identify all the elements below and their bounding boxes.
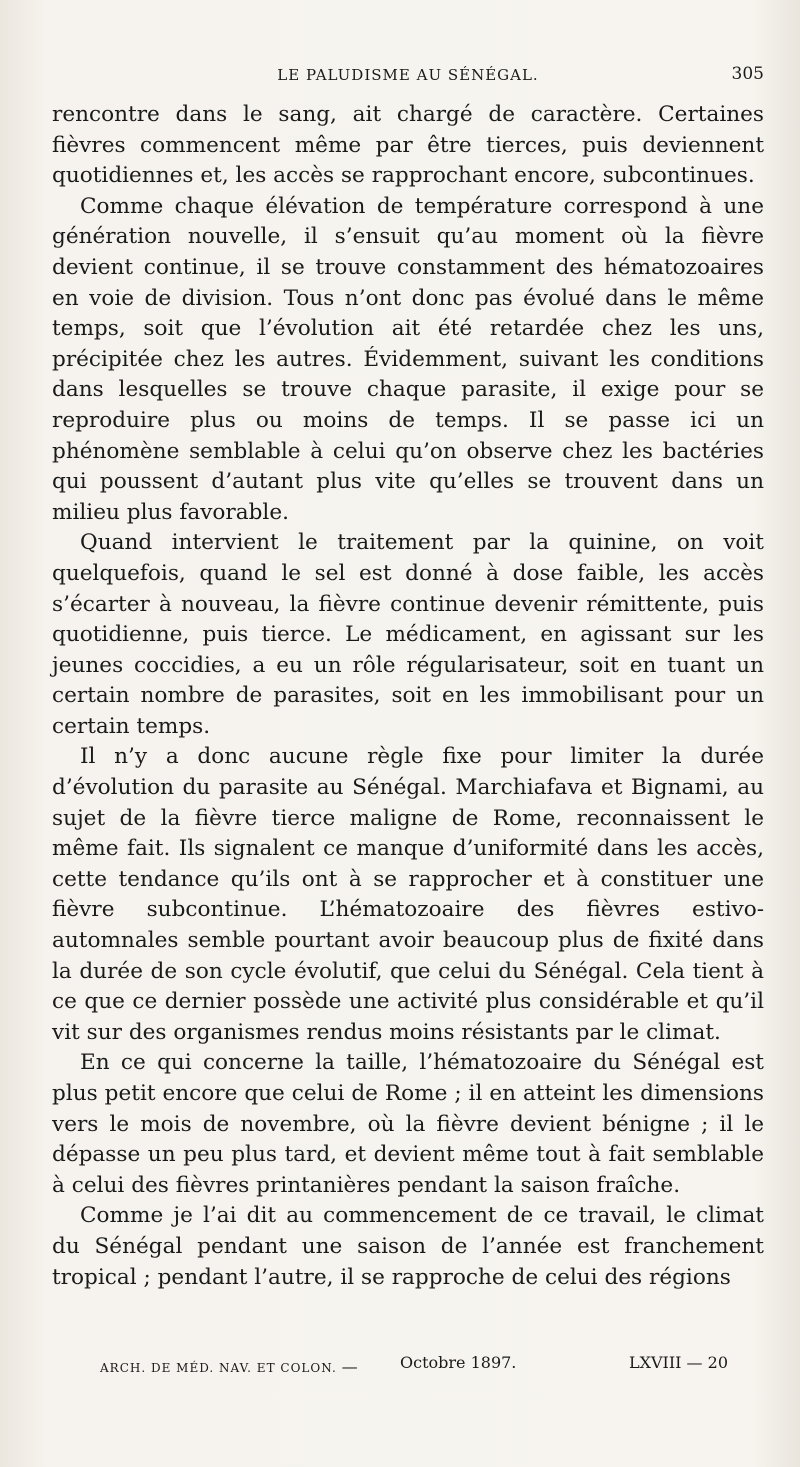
signature-mark: LXVIII — 20	[628, 1353, 728, 1372]
paragraph-4: Il n’y a donc aucune règle fixe pour limiter la durée d’évolution du parasite au Sénégal. Marchiafava et Bignami, au sujet de la fièvre tierce maligne de Rome, reconnaissent le même fait. Ils signalent ce manque d’uniformité dans les accès, cette tendance qu’ils ont à se rapprocher et à constituer une fièvre subcontinue. L’hématozoaire des fièvres estivo-automnales semble pourtant avoir beaucoup plus de fixité dans la durée de son cycle évolutif, que celui du Sénégal. Cela tient à ce que ce dernier possède une activité plus considérable et qu’il vit sur des organismes rendus moins résistants par le climat.	[52, 744, 764, 1045]
page-footer	[100, 1353, 728, 1379]
running-head	[52, 60, 764, 90]
running-title: LE PALUDISME AU SÉNÉGAL.	[277, 66, 539, 84]
paragraph-3: Quand intervient le traitement par la quinine, on voit quelquefois, quand le sel est donné à dose faible, les accès s’écarter à nouveau, la fièvre continue devenir rémittente, puis quotidienne, puis tierce. Le médicament, en agissant sur les jeunes coccidies, a eu un rôle régularisateur, soit en tuant un certain nombre de parasites, soit en les immobilisant pour un certain temps.	[52, 530, 764, 739]
footer-journal	[100, 1357, 359, 1376]
body-text	[52, 100, 764, 1293]
page-number: 305	[731, 64, 764, 84]
journal-abbrev: ARCH. DE MÉD. NAV. ET COLON.	[100, 1361, 337, 1375]
footer-separator: —	[341, 1357, 359, 1376]
paragraph-1: rencontre dans le sang, ait chargé de caractère. Certaines fièvres commencent même par être tierces, puis deviennent quotidiennes et, les accès se rapprochant encore, subcontinues.	[52, 102, 764, 189]
paragraph-2: Comme chaque élévation de température correspond à une génération nouvelle, il s’ensuit qu’au moment où la fièvre devient continue, il se trouve constamment des hématozoaires en voie de division. Tous n’ont donc pas évolué dans le même temps, soit que l’évolution ait été retardée chez les uns, précipitée chez les autres. Évidemment, suivant les conditions dans lesquelles se trouve chaque parasite, il exige pour se reproduire plus ou moins de temps. Il se passe ici un phénomène semblable à celui qu’on observe chez les bactéries qui poussent d’autant plus vite qu’elles se trouvent dans un milieu plus favorable.	[52, 193, 764, 525]
footer-date: Octobre 1897.	[400, 1353, 517, 1372]
paragraph-5: En ce qui concerne la taille, l’hématozoaire du Sénégal est plus petit encore que celui de Rome ; il en atteint les dimensions vers le mois de novembre, où la fièvre devient bénigne ; il le dépasse un peu plus tard, et devient même tout à fait semblable à celui des fièvres printanières pendant la saison fraîche.	[52, 1050, 764, 1198]
paragraph-6: Comme je l’ai dit au commencement de ce travail, le climat du Sénégal pendant une saison de l’année est franchement tropical ; pendant l’autre, il se rapproche de celui des régions	[52, 1203, 764, 1290]
